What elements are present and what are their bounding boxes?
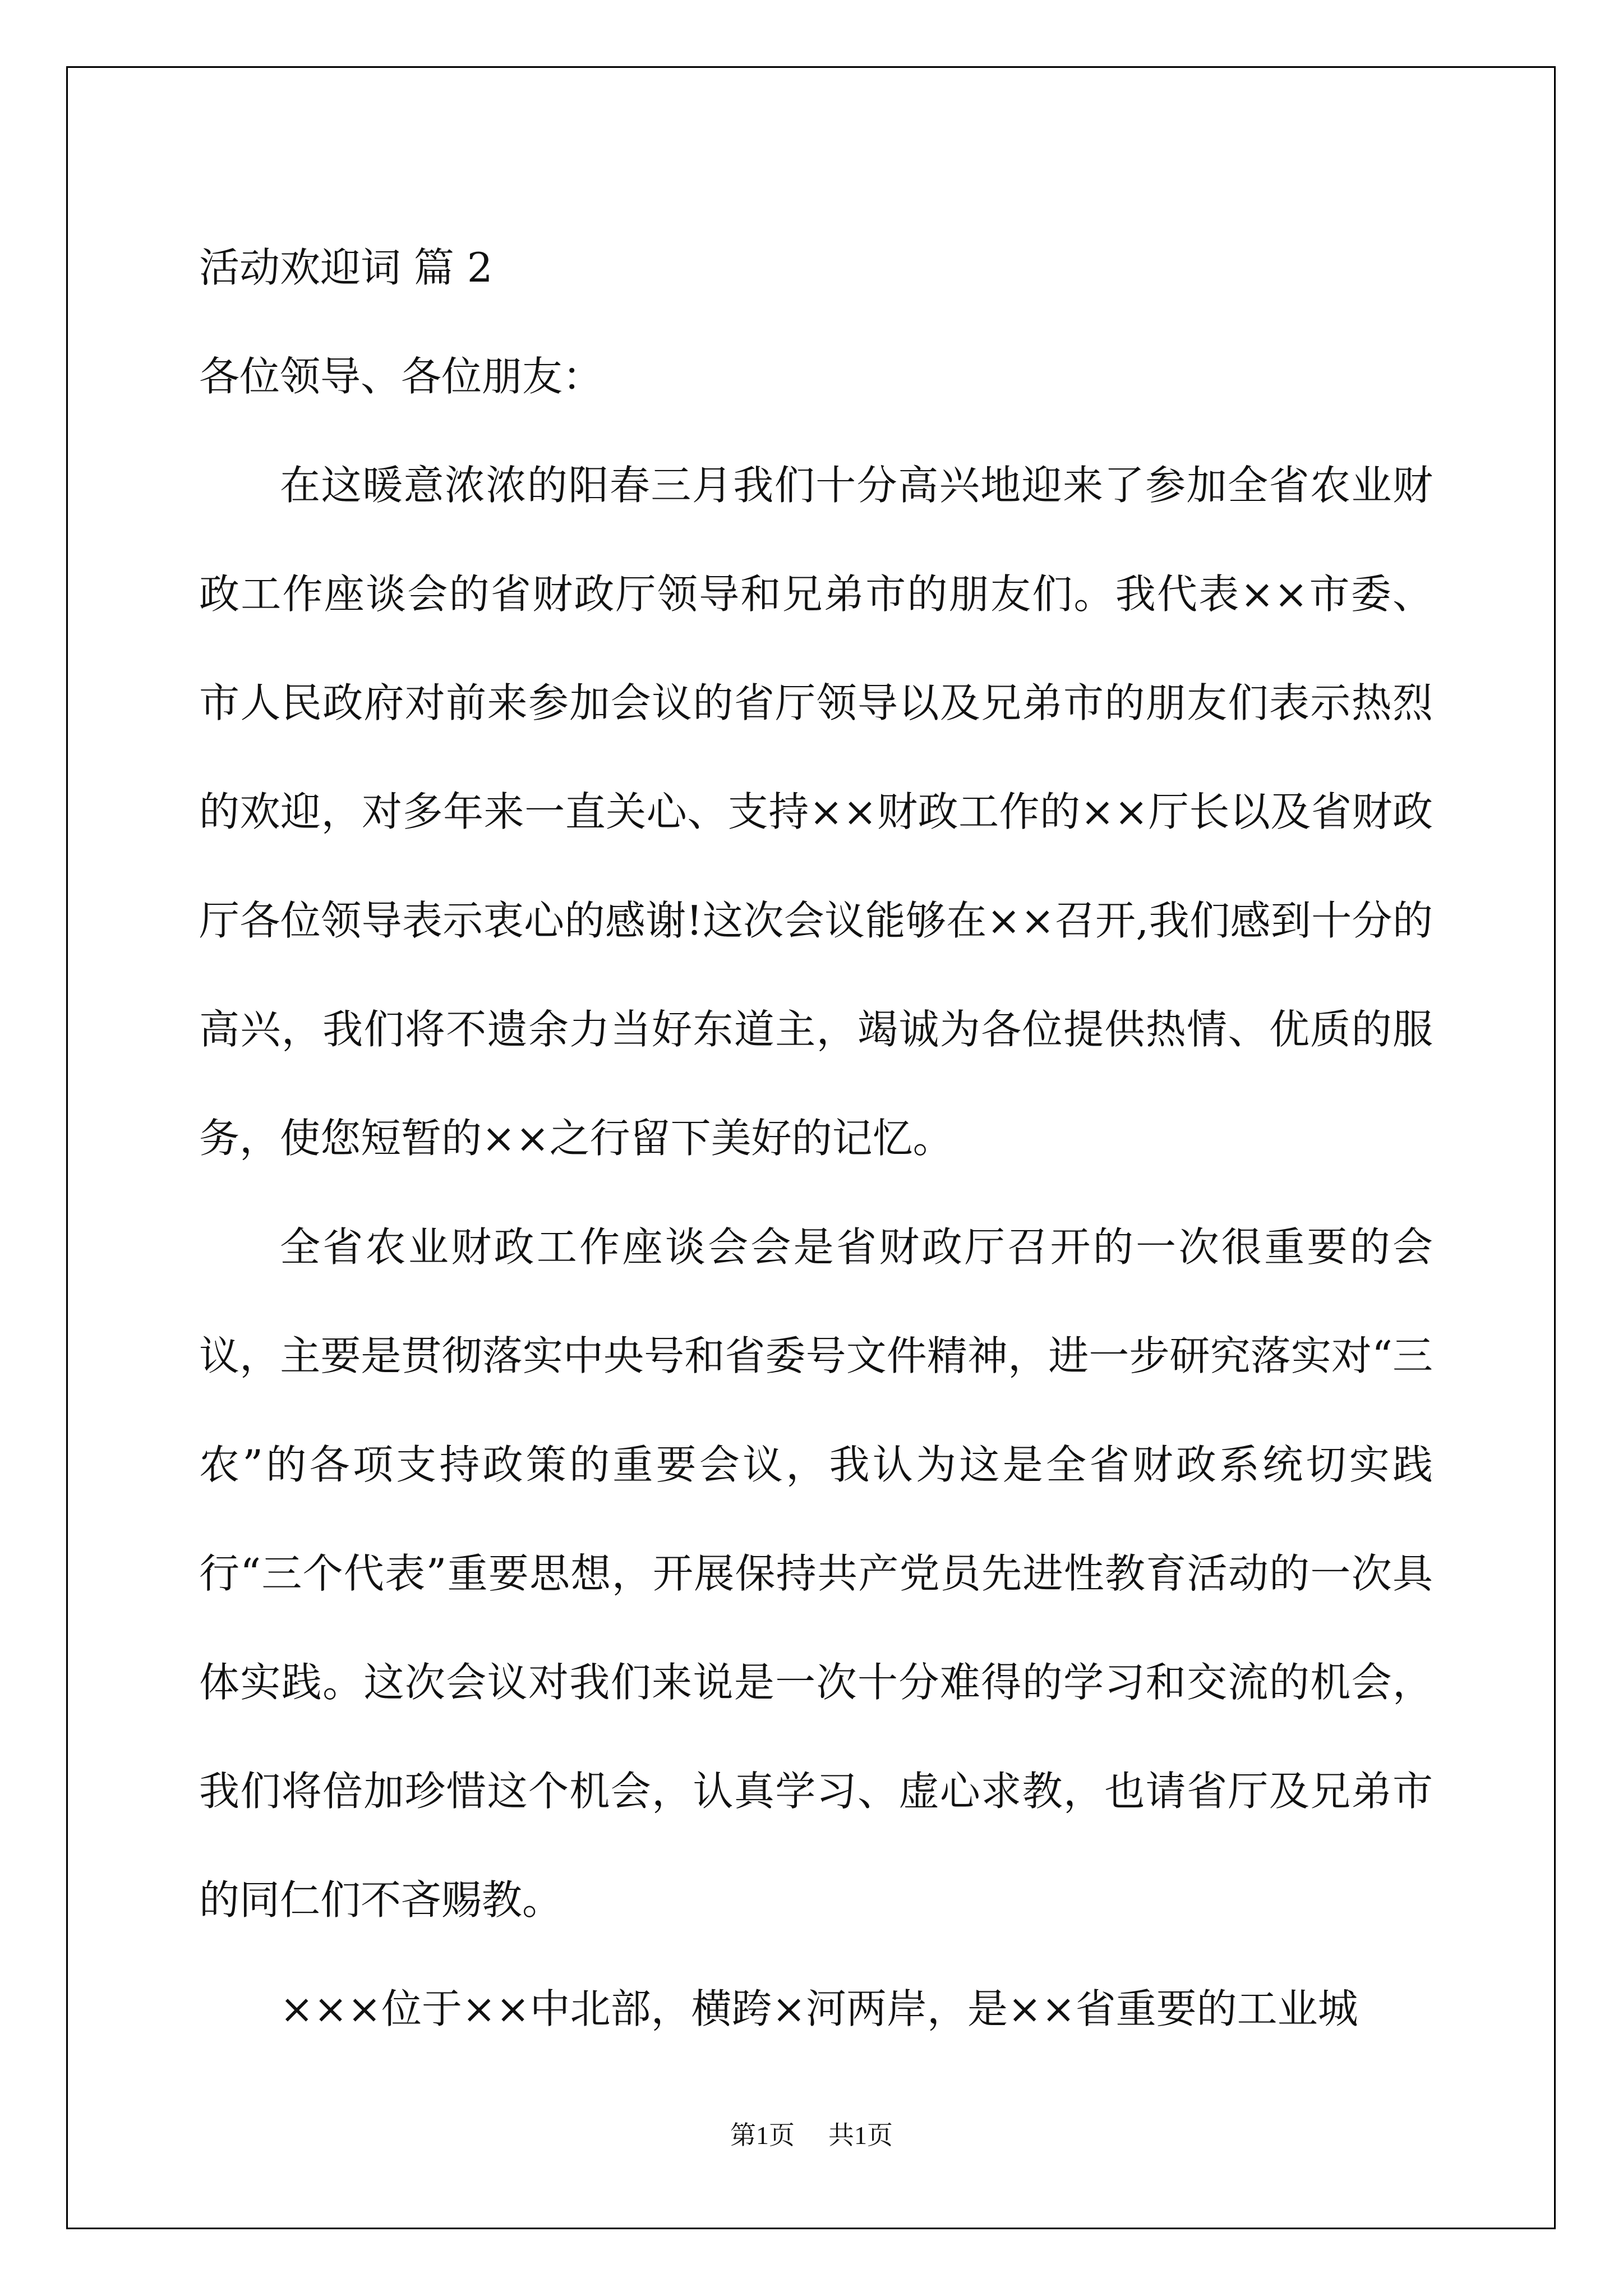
document-body <box>199 213 1433 2063</box>
page-footer <box>0 2115 1623 2152</box>
page-number-total: 共1页 <box>828 2121 893 2150</box>
document-title: 活动欢迎词 篇 2 <box>199 244 493 291</box>
paragraph-2: 全省农业财政工作座谈会会是省财政厅召开的一次很重要的会议，主要是贯彻落实中央号和省委号文件精神，进一步研究落实对“三农”的各项支持政策的重要会议，我认为这是全省财政系统切实践行“三个代表”重要思想，开展保持共产党员先进性教育活动的一次具体实践。这次会议对我们来说是一次十分难得的学习和交流的机会，我们将倍加珍惜这个机会，认真学习、虚心求教，也请省厅及兄弟市的同仁们不吝赐教。 <box>199 1223 1433 1924</box>
salutation: 各位领导、各位朋友： <box>199 353 603 400</box>
paragraph-1: 在这暖意浓浓的阳春三月我们十分高兴地迎来了参加全省农业财政工作座谈会的省财政厅领导和兄弟市的朋友们。我代表××市委、市人民政府对前来参加会议的省厅领导以及兄弟市的朋友们表示热烈的欢迎，对多年来一直关心、支持××财政工作的××厅长以及省财政厅各位领导表示衷心的感谢!这次会议能够在××召开,我们感到十分的高兴，我们将不遗余力当好东道主，竭诚为各位提供热情、优质的服务，使您短暂的××之行留下美好的记忆。 <box>199 462 1433 1162</box>
page-number-current: 第1页 <box>730 2121 795 2150</box>
paragraph-3: ×××位于××中北部，横跨×河两岸，是××省重要的工业城 <box>280 1985 1358 2032</box>
